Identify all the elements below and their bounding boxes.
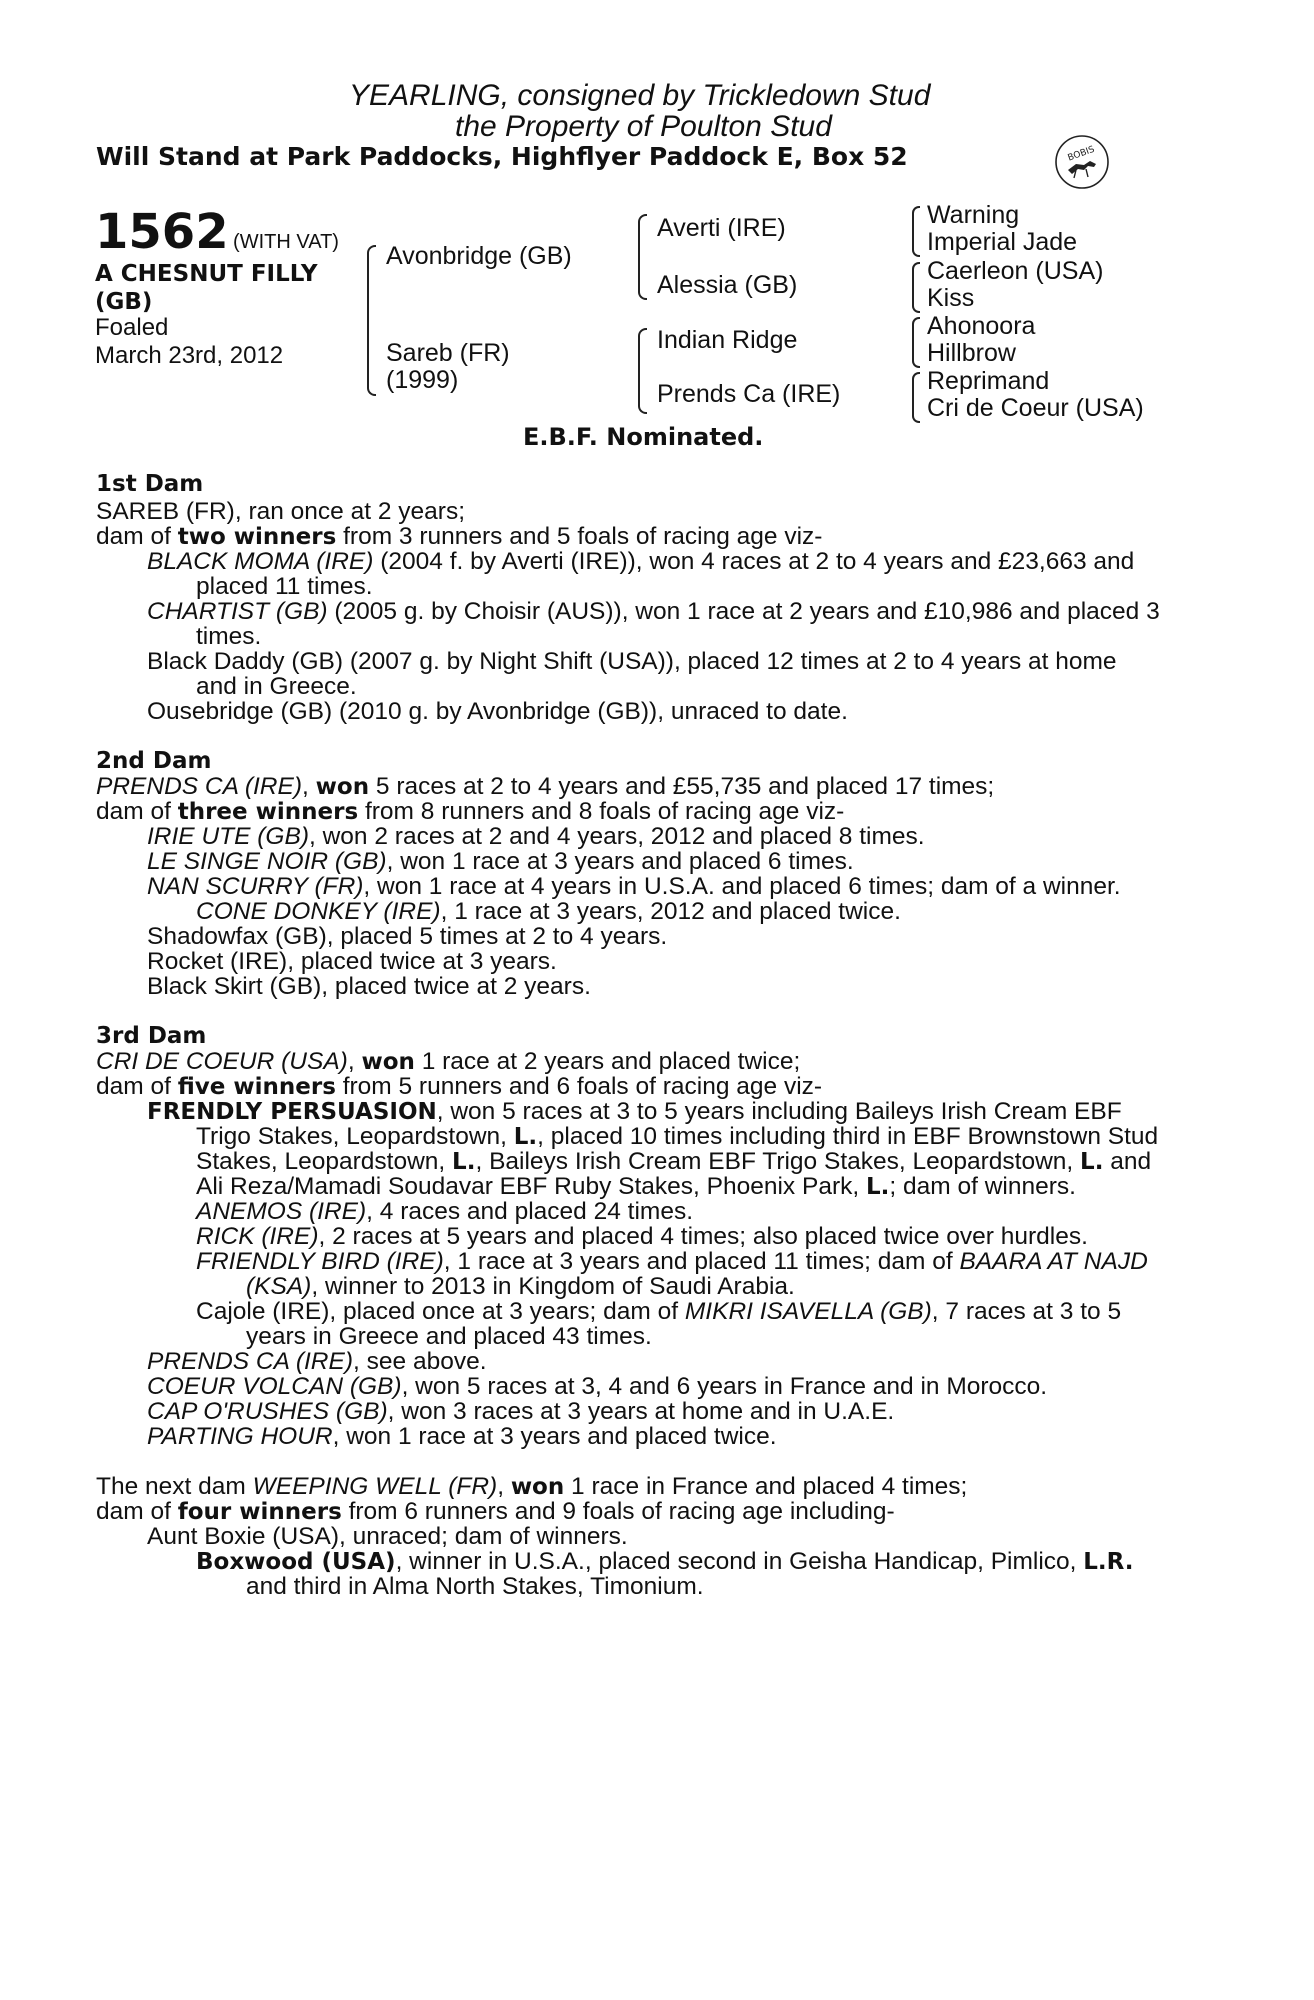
pedigree-dam-year: (1999) [386,366,459,394]
foaled-label: Foaled [95,314,169,341]
pedigree-brace-ds [912,317,920,368]
pedigree-sire-sire: Averti (IRE) [657,214,786,242]
first-dam-produce-2: CHARTIST (GB) (2005 g. by Choisir (AUS)), won 1 race at 2 years and £10,986 and placed 3 [147,598,1160,625]
header-consignor-line: YEARLING, consigned by Trickledown Stud [349,79,931,112]
bobis-logo [1054,134,1110,190]
second-dam-produce-summary: dam of three winners from 8 runners and 8 foals of racing age viz- [96,798,845,825]
pedigree-brace-sire [638,214,647,300]
third-dam-produce-3: COEUR VOLCAN (GB), won 5 races at 3, 4 and 6 years in France and in Morocco. [147,1373,1048,1400]
pedigree-brace-sd [912,262,920,313]
pedigree-gen3-4: Kiss [927,284,975,312]
pedigree-sire-dam: Alessia (GB) [657,271,798,299]
second-dam-produce-1: IRIE UTE (GB), won 2 races at 2 and 4 years, 2012 and placed 8 times. [147,823,925,850]
header-stand-line: Will Stand at Park Paddocks, Highflyer Paddock E, Box 52 [96,142,908,171]
pedigree-gen3-3: Caerleon (USA) [927,257,1104,285]
pedigree-brace-gen1 [367,245,376,396]
pedigree-brace-dam [638,328,647,414]
second-dam-produce-3-foal: CONE DONKEY (IRE), 1 race at 3 years, 2012 and placed twice. [196,898,901,925]
third-dam-produce-1-cont-1: Trigo Stakes, Leopardstown, L., placed 10 times including third in EBF Brownstown Stud [196,1123,1159,1150]
pedigree-dam: Sareb (FR) [386,339,510,367]
next-dam-produce-1: Aunt Boxie (USA), unraced; dam of winners. [147,1523,628,1550]
second-dam-produce-4: Shadowfax (GB), placed 5 times at 2 to 4 years. [147,923,668,950]
second-dam-produce-3: NAN SCURRY (FR), won 1 race at 4 years in U.S.A. and placed 6 times; dam of a winner. [147,873,1121,900]
third-dam-produce-1-cont-3: Ali Reza/Mamadi Soudavar EBF Ruby Stakes, Phoenix Park, L.; dam of winners. [196,1173,1076,1200]
third-dam-grandproduce-3-cont: (KSA), winner to 2013 in Kingdom of Saudi Arabia. [246,1273,795,1300]
second-dam-produce-2: LE SINGE NOIR (GB), won 1 race at 3 years and placed 6 times. [147,848,854,875]
first-dam-title: 1st Dam [96,471,204,497]
lot-number: 1562 [95,204,229,260]
second-dam-line: PRENDS CA (IRE), won 5 races at 2 to 4 years and £55,735 and placed 17 times; [96,773,995,800]
first-dam-produce-3: Black Daddy (GB) (2007 g. by Night Shift (USA)), placed 12 times at 2 to 4 years at home [147,648,1117,675]
first-dam-produce-2-cont: times. [196,623,262,650]
header-property-line: the Property of Poulton Stud [455,110,832,143]
pedigree-dam-dam: Prends Ca (IRE) [657,380,841,408]
third-dam-grandproduce-4-cont: years in Greece and placed 43 times. [246,1323,652,1350]
third-dam-grandproduce-1: ANEMOS (IRE), 4 races and placed 24 times. [196,1198,694,1225]
first-dam-produce-4: Ousebridge (GB) (2010 g. by Avonbridge (GB)), unraced to date. [147,698,848,725]
pedigree-gen3-7: Reprimand [927,367,1050,395]
lot-description-country: (GB) [95,289,153,315]
third-dam-grandproduce-2: RICK (IRE), 2 races at 5 years and placed 4 times; also placed twice over hurdles. [196,1223,1088,1250]
third-dam-title: 3rd Dam [96,1023,207,1049]
pedigree-gen3-1: Warning [927,201,1020,229]
first-dam-produce-3-cont: and in Greece. [196,673,357,700]
pedigree-brace-ss [912,206,920,257]
pedigree-sire: Avonbridge (GB) [386,242,572,270]
lot-description: A CHESNUT FILLY [95,261,318,287]
pedigree-gen3-6: Hillbrow [927,339,1016,367]
ebf-nominated: E.B.F. Nominated. [523,423,764,451]
next-dam-produce-summary: dam of four winners from 6 runners and 9 foals of racing age including- [96,1498,895,1525]
pedigree-gen3-5: Ahonoora [927,312,1036,340]
next-dam-grandproduce-1: Boxwood (USA), winner in U.S.A., placed second in Geisha Handicap, Pimlico, L.R. [196,1548,1134,1575]
pedigree-gen3-2: Imperial Jade [927,228,1078,256]
first-dam-produce-1-cont: placed 11 times. [196,573,373,600]
third-dam-produce-4: CAP O'RUSHES (GB), won 3 races at 3 years at home and in U.A.E. [147,1398,895,1425]
foaled-date: March 23rd, 2012 [95,342,284,369]
third-dam-produce-1-cont-2: Stakes, Leopardstown, L., Baileys Irish Cream EBF Trigo Stakes, Leopardstown, L. and [196,1148,1152,1175]
next-dam-grandproduce-1-cont: and third in Alma North Stakes, Timonium. [246,1573,704,1600]
third-dam-grandproduce-4: Cajole (IRE), placed once at 3 years; dam of MIKRI ISAVELLA (GB), 7 races at 3 to 5 [196,1298,1122,1325]
second-dam-produce-5: Rocket (IRE), placed twice at 3 years. [147,948,557,975]
first-dam-produce-summary: dam of two winners from 3 runners and 5 foals of racing age viz- [96,523,823,550]
lot-vat: (WITH VAT) [233,231,339,253]
second-dam-title: 2nd Dam [96,748,212,774]
bobis-logo-icon [1054,134,1110,190]
pedigree-dam-sire: Indian Ridge [657,326,798,354]
lot-number-row [95,204,339,260]
third-dam-line: CRI DE COEUR (USA), won 1 race at 2 years and placed twice; [96,1048,801,1075]
pedigree-brace-dd [912,372,920,423]
second-dam-produce-6: Black Skirt (GB), placed twice at 2 years. [147,973,591,1000]
third-dam-produce-summary: dam of five winners from 5 runners and 6 foals of racing age viz- [96,1073,823,1100]
third-dam-produce-2: PRENDS CA (IRE), see above. [147,1348,487,1375]
pedigree-gen3-8: Cri de Coeur (USA) [927,394,1144,422]
first-dam-produce-1: BLACK MOMA (IRE) (2004 f. by Averti (IRE)), won 4 races at 2 to 4 years and £23,663 and [147,548,1135,575]
first-dam-line: SAREB (FR), ran once at 2 years; [96,498,465,525]
third-dam-grandproduce-3: FRIENDLY BIRD (IRE), 1 race at 3 years and placed 11 times; dam of BAARA AT NAJD [196,1248,1148,1275]
bobis-logo-text: BOBIS [1066,144,1097,164]
third-dam-produce-5: PARTING HOUR, won 1 race at 3 years and placed twice. [147,1423,777,1450]
third-dam-produce-1: FRENDLY PERSUASION, won 5 races at 3 to 5 years including Baileys Irish Cream EBF [147,1098,1122,1125]
next-dam-line: The next dam WEEPING WELL (FR), won 1 race in France and placed 4 times; [96,1473,968,1500]
